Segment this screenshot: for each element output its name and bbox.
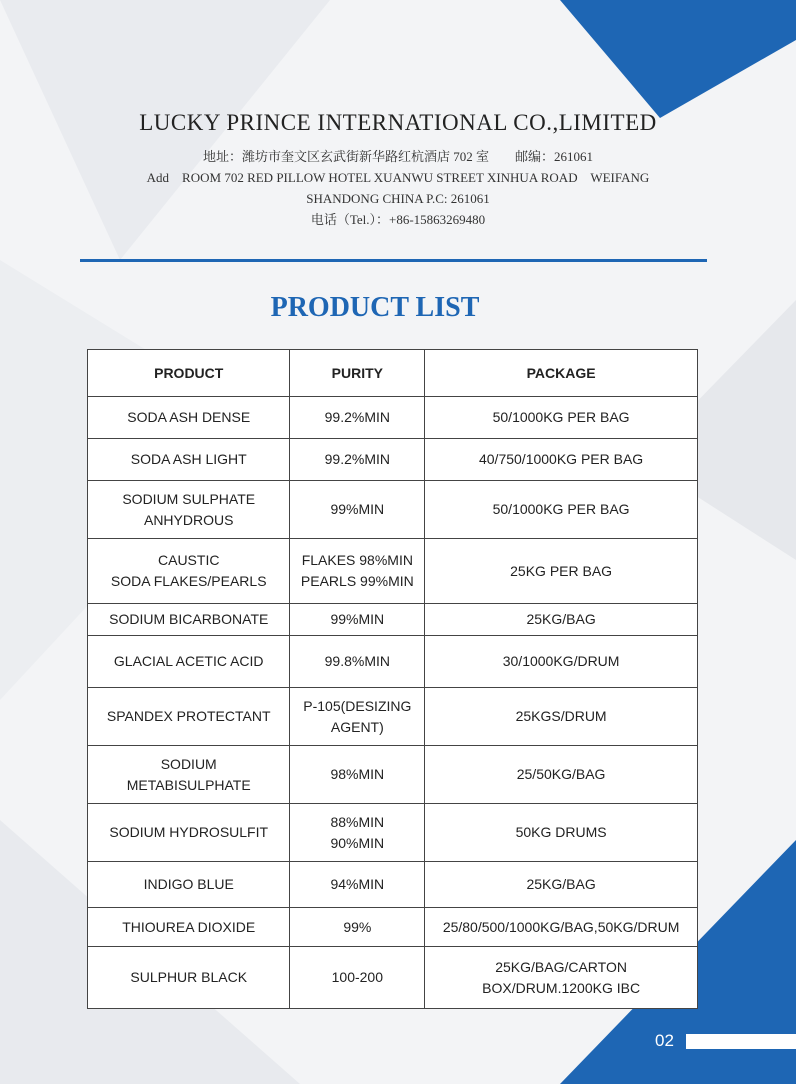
address-english-line-2: SHANDONG CHINA P.C: 261061: [306, 191, 490, 206]
table-header-row: [88, 350, 698, 397]
cell-purity: 99%MIN: [290, 481, 425, 539]
cell-product: SODA ASH LIGHT: [88, 439, 290, 481]
column-header-purity: PURITY: [290, 350, 425, 397]
table-row: [88, 862, 698, 908]
cell-package: 25KGS/DRUM: [425, 688, 698, 746]
cell-product: SULPHUR BLACK: [88, 947, 290, 1009]
cell-product: SODA ASH DENSE: [88, 397, 290, 439]
cell-purity: 99%: [290, 908, 425, 947]
cell-product: SODIUM BICARBONATE: [88, 604, 290, 636]
table-row: [88, 688, 698, 746]
cell-product: SODIUM METABISULPHATE: [88, 746, 290, 804]
cell-package: 25KG PER BAG: [425, 539, 698, 604]
page-title: PRODUCT LIST: [270, 292, 480, 323]
cell-product: SODIUM HYDROSULFIT: [88, 804, 290, 862]
table-row: [88, 636, 698, 688]
cell-purity: FLAKES 98%MIN PEARLS 99%MIN: [290, 539, 425, 604]
letterhead: [0, 110, 796, 230]
top-right-accent: [560, 0, 796, 118]
table-row: [88, 908, 698, 947]
header-divider: [80, 259, 707, 262]
cell-purity: P-105(DESIZING AGENT): [290, 688, 425, 746]
page-number: 02: [655, 1031, 674, 1050]
cell-package: 50KG DRUMS: [425, 804, 698, 862]
column-header-package: PACKAGE: [425, 350, 698, 397]
cell-package: 30/1000KG/DRUM: [425, 636, 698, 688]
column-header-product: PRODUCT: [88, 350, 290, 397]
cell-package: 25KG/BAG: [425, 604, 698, 636]
cell-purity: 99.2%MIN: [290, 397, 425, 439]
cell-purity: 100-200: [290, 947, 425, 1009]
cell-product: INDIGO BLUE: [88, 862, 290, 908]
cell-purity: 94%MIN: [290, 862, 425, 908]
table-row: [88, 947, 698, 1009]
address-chinese: 地址：潍坊市奎文区玄武街新华路红杭酒店 702 室 邮编：261061: [202, 149, 593, 164]
cell-purity: 99.2%MIN: [290, 439, 425, 481]
table-row: [88, 746, 698, 804]
table-row: [88, 397, 698, 439]
page-number-bar: [686, 1034, 796, 1049]
telephone: 电话（Tel.）：+86-15863269480: [310, 212, 486, 227]
table-row: [88, 604, 698, 636]
product-table: [87, 349, 698, 1009]
address-english-line-1: Add ROOM 702 RED PILLOW HOTEL XUANWU STREET XINHUA ROAD WEIFANG: [146, 170, 650, 185]
table-row: [88, 481, 698, 539]
cell-package: 25/80/500/1000KG/BAG,50KG/DRUM: [425, 908, 698, 947]
cell-product: SPANDEX PROTECTANT: [88, 688, 290, 746]
cell-package: 25/50KG/BAG: [425, 746, 698, 804]
cell-purity: 99%MIN: [290, 604, 425, 636]
cell-product: CAUSTIC SODA FLAKES/PEARLS: [88, 539, 290, 604]
cell-package: 25KG/BAG/CARTON BOX/DRUM.1200KG IBC: [425, 947, 698, 1009]
company-name: LUCKY PRINCE INTERNATIONAL CO.,LIMITED: [139, 110, 657, 135]
cell-product: SODIUM SULPHATE ANHYDROUS: [88, 481, 290, 539]
table-row: [88, 539, 698, 604]
cell-product: GLACIAL ACETIC ACID: [88, 636, 290, 688]
cell-package: 40/750/1000KG PER BAG: [425, 439, 698, 481]
cell-package: 50/1000KG PER BAG: [425, 397, 698, 439]
cell-product: THIOUREA DIOXIDE: [88, 908, 290, 947]
table-row: [88, 804, 698, 862]
cell-purity: 88%MIN 90%MIN: [290, 804, 425, 862]
cell-package: 50/1000KG PER BAG: [425, 481, 698, 539]
table-row: [88, 439, 698, 481]
cell-package: 25KG/BAG: [425, 862, 698, 908]
cell-purity: 98%MIN: [290, 746, 425, 804]
cell-purity: 99.8%MIN: [290, 636, 425, 688]
